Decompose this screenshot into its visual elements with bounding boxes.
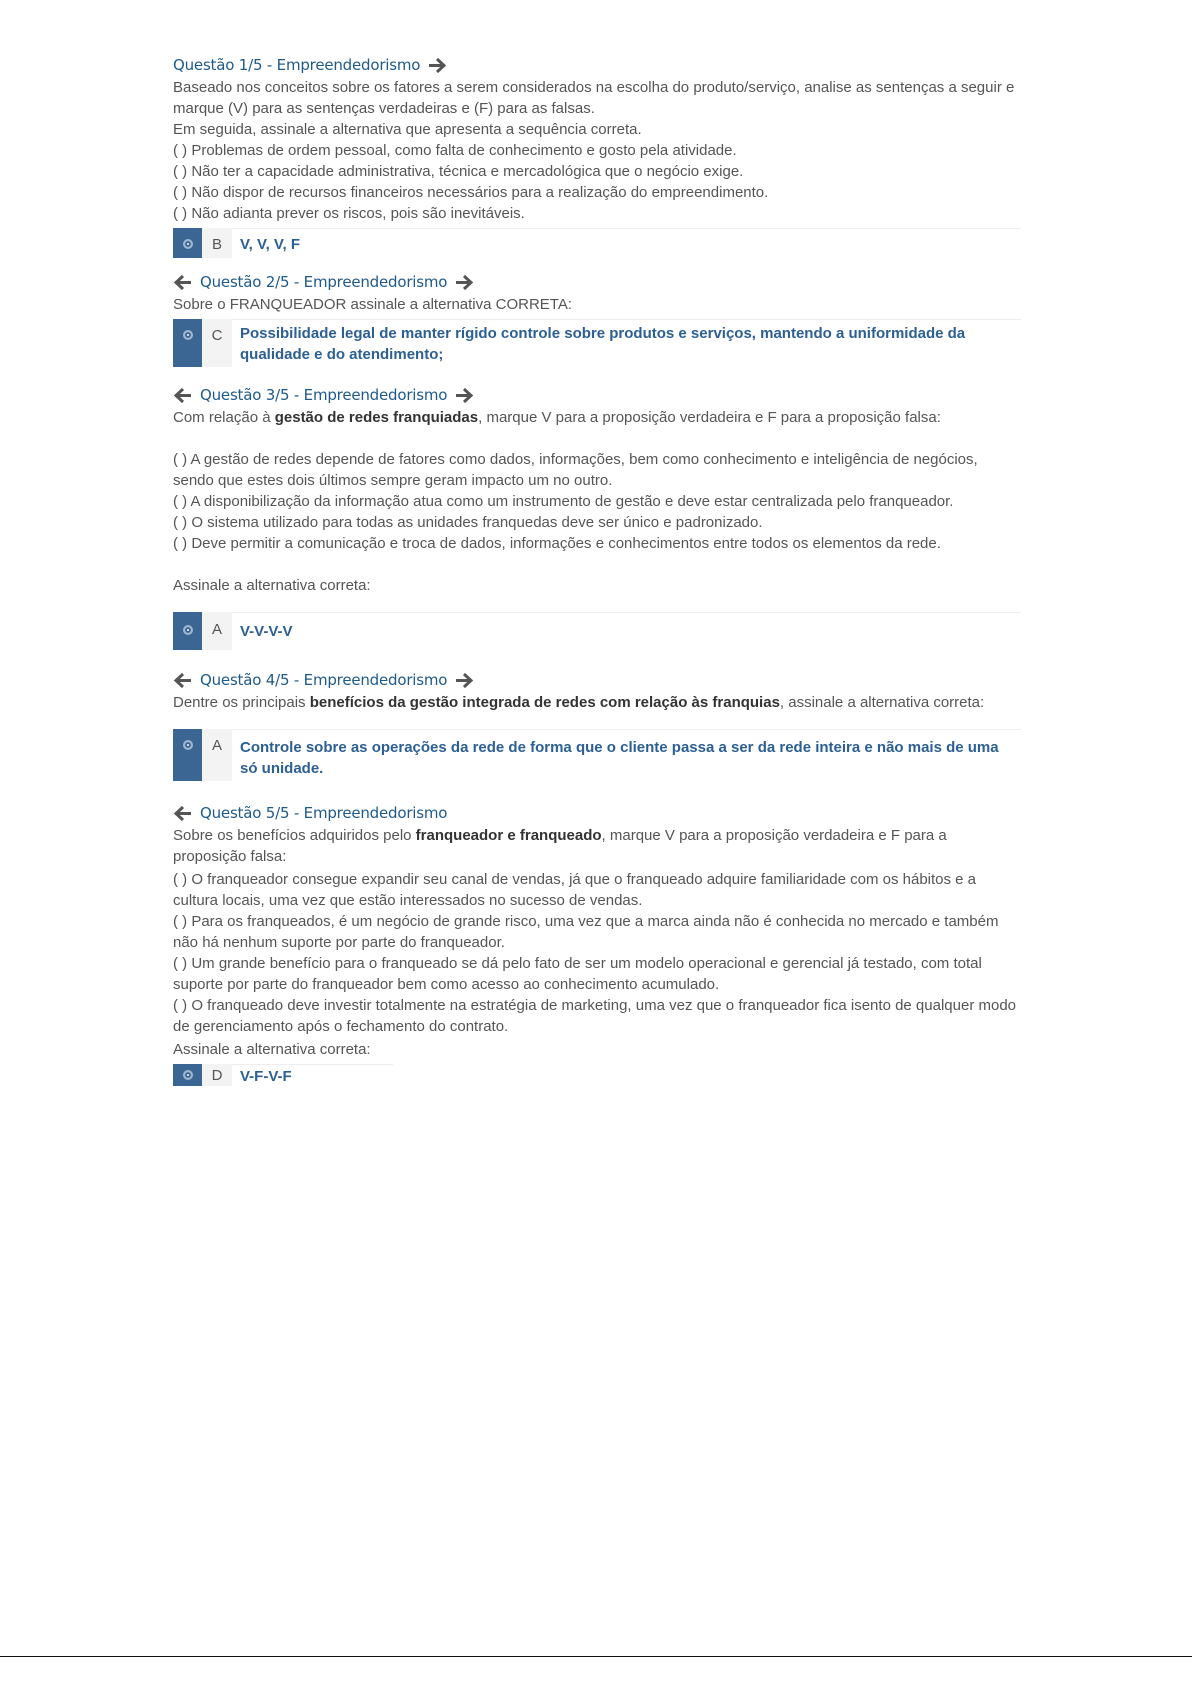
intro-emphasis: benefícios da gestão integrada de redes com relação às franquias xyxy=(309,694,780,711)
intro-emphasis: gestão de redes franquiadas xyxy=(274,409,479,426)
question-intro: Dentre os principais benefícios da gestão integrada de redes com relação às franquias, assinale a alternativa correta: xyxy=(173,694,985,711)
question-header xyxy=(173,801,1021,825)
arrow-right-icon[interactable] xyxy=(455,274,474,291)
question-text-line: ( ) O sistema utilizado para todas as unidades franquedas deve ser único e padronizado. xyxy=(173,514,763,531)
question-4 xyxy=(173,668,1021,781)
question-closing: Assinale a alternativa correta: xyxy=(173,577,371,594)
radio-selected-icon[interactable] xyxy=(173,612,202,650)
option-text: Possibilidade legal de manter rígido controle sobre produtos e serviços, mantendo a uniformidade da qualidade e do atendimento; xyxy=(232,319,1021,367)
question-text-line: ( ) A gestão de redes depende de fatores como dados, informações, bem como conhecimento e inteligência de negócios, xyxy=(173,451,978,468)
arrow-left-icon[interactable] xyxy=(173,274,192,291)
question-intro: Sobre os benefícios adquiridos pelo franqueador e franqueado, marque V para a proposição verdadeira e F para a xyxy=(173,827,947,844)
answer-option[interactable] xyxy=(173,729,1021,781)
option-text: V, V, V, F xyxy=(232,228,1021,258)
arrow-right-icon[interactable] xyxy=(455,672,474,689)
arrow-left-icon[interactable] xyxy=(173,387,192,404)
question-text-line: ( ) Problemas de ordem pessoal, como falta de conhecimento e gosto pela atividade. xyxy=(173,142,737,159)
question-title: Questão 3/5 - Empreendedorismo xyxy=(200,386,448,404)
answer-option[interactable] xyxy=(173,612,1021,650)
intro-emphasis: franqueador e franqueado xyxy=(415,827,602,844)
arrow-right-icon[interactable] xyxy=(428,57,447,74)
radio-selected-icon[interactable] xyxy=(173,228,202,258)
question-text-line: marque (V) para as sentenças verdadeiras e (F) para as falsas. xyxy=(173,100,595,117)
radio-selected-icon[interactable] xyxy=(173,729,202,781)
question-text-line: não há nenhum suporte por parte do franqueador. xyxy=(173,934,505,951)
question-text-line: ( ) Um grande benefício para o franqueado se dá pelo fato de ser um modelo operacional e gerencial já testado, com total xyxy=(173,955,982,972)
option-text: V-F-V-F xyxy=(232,1064,393,1086)
question-text-line: ( ) Deve permitir a comunicação e troca de dados, informações e conhecimentos entre todos os elementos da rede. xyxy=(173,535,941,552)
question-header xyxy=(173,270,1021,294)
question-title: Questão 4/5 - Empreendedorismo xyxy=(200,671,448,689)
question-title: Questão 2/5 - Empreendedorismo xyxy=(200,273,448,291)
option-letter: B xyxy=(202,228,232,258)
question-1 xyxy=(173,53,1021,258)
question-text-line: ( ) Não adianta prever os riscos, pois são inevitáveis. xyxy=(173,205,525,222)
radio-selected-icon[interactable] xyxy=(173,319,202,367)
question-text-line: ( ) Para os franqueados, é um negócio de grande risco, uma vez que a marca ainda não é conhecida no mercado e também xyxy=(173,913,999,930)
answer-option[interactable] xyxy=(173,1064,393,1086)
question-text-line: ( ) O franqueado deve investir totalmente na estratégia de marketing, uma vez que o franqueador fica isento de qualquer modo xyxy=(173,997,1017,1014)
question-intro: Com relação à gestão de redes franquiadas, marque V para a proposição verdadeira e F para a proposição falsa: xyxy=(173,409,941,426)
question-header xyxy=(173,668,1021,692)
question-text-line: Em seguida, assinale a alternativa que apresenta a sequência correta. xyxy=(173,121,642,138)
option-letter: A xyxy=(202,612,232,650)
question-text-line: de gerenciamento após o fechamento do contrato. xyxy=(173,1018,509,1035)
option-letter: C xyxy=(202,319,232,367)
arrow-right-icon[interactable] xyxy=(455,387,474,404)
question-header xyxy=(173,53,1021,77)
arrow-left-icon[interactable] xyxy=(173,805,192,822)
question-text-line: Baseado nos conceitos sobre os fatores a serem considerados na escolha do produto/serviço, analise as sentenças a seguir e xyxy=(173,79,1015,96)
question-title: Questão 1/5 - Empreendedorismo xyxy=(173,56,421,74)
question-text-line: ( ) Não ter a capacidade administrativa, técnica e mercadológica que o negócio exige. xyxy=(173,163,744,180)
question-text-line: proposição falsa: xyxy=(173,848,287,865)
question-title: Questão 5/5 - Empreendedorismo xyxy=(200,804,448,822)
question-text-line: ( ) Não dispor de recursos financeiros necessários para a realização do empreendimento. xyxy=(173,184,769,201)
answer-option[interactable] xyxy=(173,228,1021,258)
question-text-line: ( ) A disponibilização da informação atua como um instrumento de gestão e deve estar centralizada pelo franqueador. xyxy=(173,493,954,510)
question-text-line: ( ) O franqueador consegue expandir seu canal de vendas, já que o franqueado adquire familiaridade com os hábitos e a xyxy=(173,871,977,888)
option-text: V-V-V-V xyxy=(232,612,1021,650)
option-letter: A xyxy=(202,729,232,781)
question-closing: Assinale a alternativa correta: xyxy=(173,1041,371,1058)
answer-option[interactable] xyxy=(173,319,1021,367)
question-5 xyxy=(173,801,1021,1086)
question-header xyxy=(173,383,1021,407)
question-2 xyxy=(173,270,1021,367)
question-text-line: Sobre o FRANQUEADOR assinale a alternativa CORRETA: xyxy=(173,296,573,313)
arrow-left-icon[interactable] xyxy=(173,672,192,689)
question-3 xyxy=(173,383,1021,650)
question-text-line: cultura locais, uma vez que estão interessados no sucesso de vendas. xyxy=(173,892,643,909)
option-text: Controle sobre as operações da rede de forma que o cliente passa a ser da rede inteira e não mais de uma só unidade. xyxy=(232,729,1021,781)
question-text-line: sendo que estes dois últimos sempre geram impacto um no outro. xyxy=(173,472,613,489)
radio-selected-icon[interactable] xyxy=(173,1064,202,1086)
option-letter: D xyxy=(202,1064,232,1086)
page-bottom-rule xyxy=(0,1656,1192,1657)
question-text-line: suporte por parte do franqueador bem como acesso ao conhecimento acumulado. xyxy=(173,976,720,993)
